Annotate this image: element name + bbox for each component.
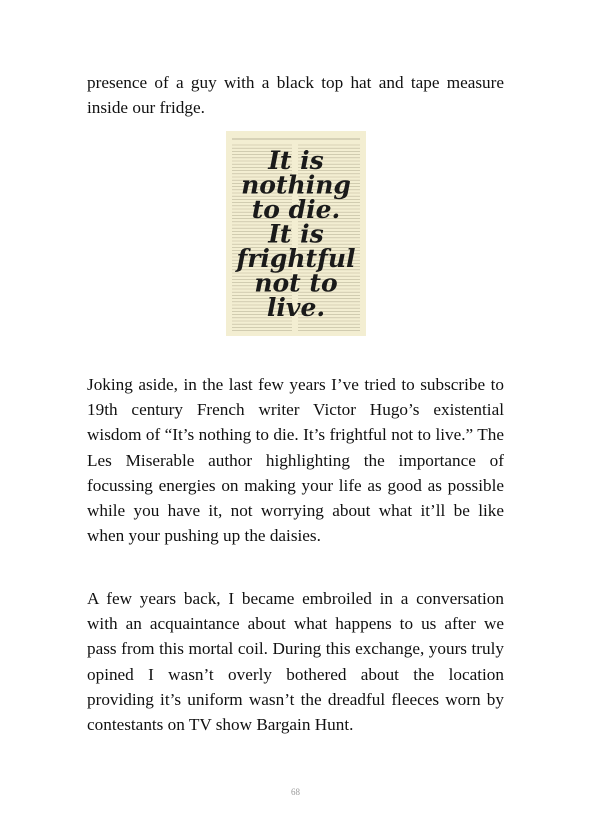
- quote-line: nothing: [241, 170, 351, 200]
- paragraph-3: A few years back, I became embroiled in a conversation with an acquaintance about what happens to us after we pass from this mortal coil. During this exchange, yours truly opined I wasn’t overly bothered about the location providing it’s uniform wasn’t the dreadful fleeces worn by contestants on TV show Bargain Hunt.: [87, 589, 504, 735]
- quote-line: live.: [266, 293, 326, 322]
- quote-line: It is: [268, 219, 324, 249]
- quote-line: not to: [254, 268, 338, 298]
- quote-print-image: [226, 131, 366, 336]
- quote-print-svg: [226, 131, 366, 336]
- quote-line: It is: [268, 146, 324, 175]
- paragraph-2: Joking aside, in the last few years I’ve tried to subscribe to 19th century French writer Victor Hugo’s existential wisdom of “It’s nothing to die. It’s frightful not to live.” The Les Miserable author highlighting the importance of focussing energies on making your life as good as possible while you have it, not worrying about what it’ll be like when your pushing up the daisies.: [87, 375, 504, 546]
- quote-line: to die.: [251, 195, 341, 224]
- page-number: 68: [291, 787, 300, 797]
- quote-line: frightful: [236, 244, 356, 273]
- paragraph-1: presence of a guy with a black top hat and tape measure inside our fridge.: [87, 73, 504, 118]
